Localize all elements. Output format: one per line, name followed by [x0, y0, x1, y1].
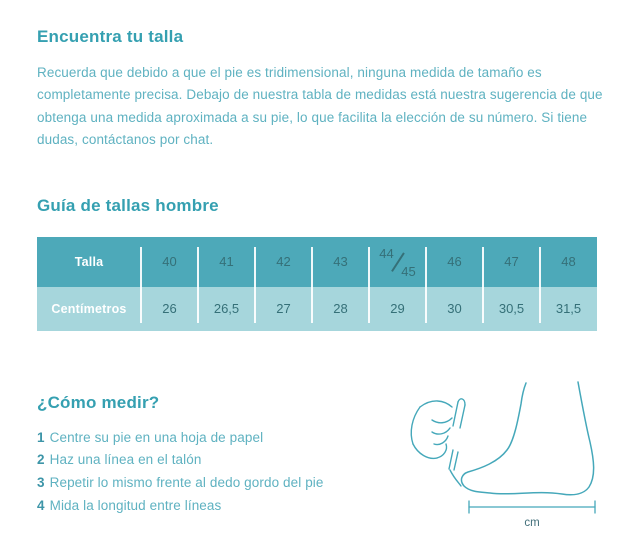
step-text: Haz una línea en el talón [49, 452, 202, 468]
size-cell: 43 [312, 237, 369, 287]
step-text: Repetir lo mismo frente al dedo gordo del pie [49, 475, 324, 491]
size-row-label: Talla [37, 237, 141, 287]
cm-cell: 26 [141, 287, 198, 331]
cm-cell: 30,5 [483, 287, 540, 331]
step-text: Centre su pie en una hoja de papel [49, 429, 264, 445]
cm-cell: 30 [426, 287, 483, 331]
cm-row-label: Centímetros [37, 287, 141, 331]
cm-cell: 27 [255, 287, 312, 331]
foot-measure-illustration [404, 380, 639, 538]
how-to-measure-title: ¿Cómo medir? [37, 392, 160, 412]
cm-cell: 31,5 [540, 287, 597, 331]
split-size-bottom: 45 [401, 263, 416, 279]
step-number: 3 [37, 475, 45, 491]
step-text: Mida la longitud entre líneas [49, 497, 222, 513]
intro-paragraph: Recuerda que debido a que el pie es tridimensional, ninguna medida de tamaño es completamente precisa. Debajo de nuestra tabla de medidas está nuestra sugerencia de que obtenga una medida aproximada a su pie, lo que facilita la elección de su número. Si tiene dudas, contáctanos por chat. [37, 65, 603, 148]
size-table [37, 237, 597, 331]
size-cell: 40 [141, 237, 198, 287]
page-title: Encuentra tu talla [37, 27, 184, 46]
step-number: 1 [37, 429, 45, 445]
cm-cell: 28 [312, 287, 369, 331]
foot-outline [461, 382, 593, 495]
step-number: 4 [37, 497, 45, 513]
cm-label: cm [524, 517, 540, 529]
split-size [379, 243, 415, 281]
measure-line [469, 501, 595, 513]
size-cell: 42 [255, 237, 312, 287]
split-size-top: 44 [379, 245, 394, 261]
size-cell-44-45 [369, 237, 426, 287]
size-cell: 47 [483, 237, 540, 287]
step-number: 2 [37, 452, 45, 468]
mens-size-guide-title: Guía de tallas hombre [37, 195, 219, 215]
size-cell: 41 [198, 237, 255, 287]
cm-cell: 26,5 [198, 287, 255, 331]
cm-cell: 29 [369, 287, 426, 331]
size-cell: 48 [540, 237, 597, 287]
size-cell: 46 [426, 237, 483, 287]
hand-pen-icon [411, 399, 465, 486]
